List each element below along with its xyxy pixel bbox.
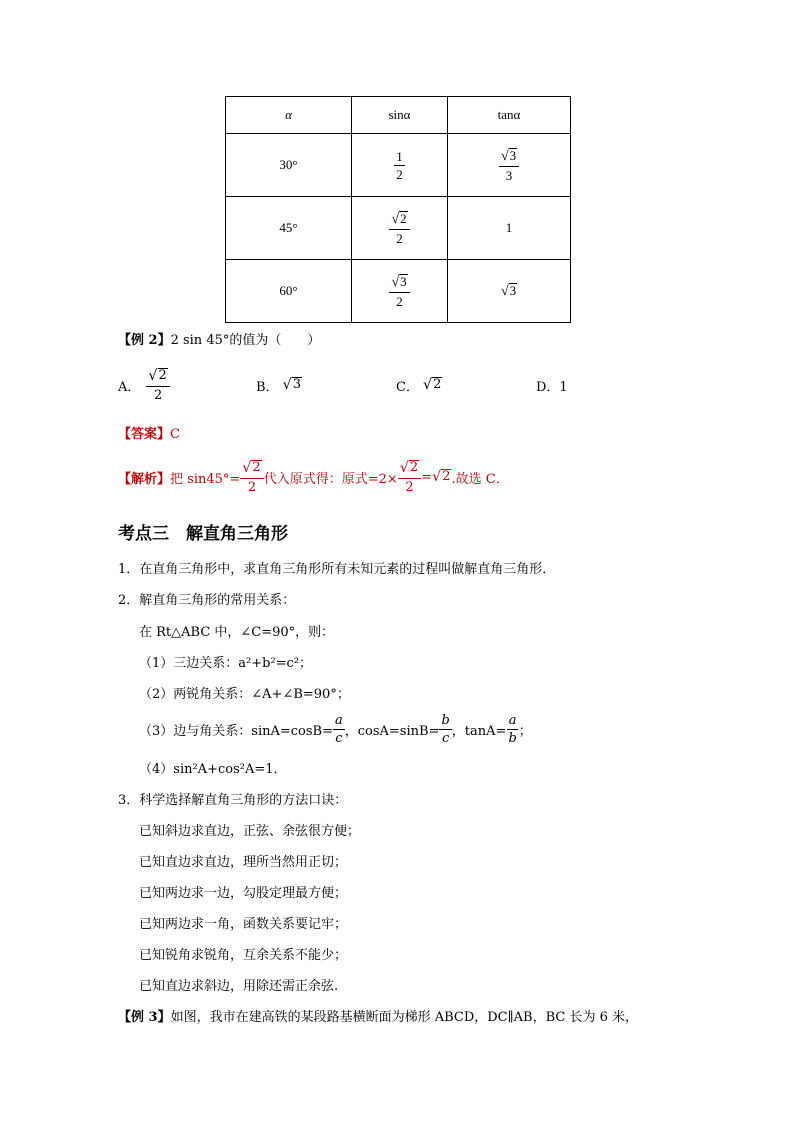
header-sin: sinα bbox=[352, 97, 448, 134]
angle-60: 60° bbox=[226, 260, 352, 323]
section-title: 考点三 解直角三角形 bbox=[118, 524, 288, 544]
fraction: √ 3 2 bbox=[389, 274, 409, 307]
rhyme-line: 已知直边求直边，理所当然用正切； bbox=[139, 855, 348, 870]
paragraph-3: 3．科学选择解直角三角形的方法口诀： bbox=[118, 793, 348, 808]
header-tan: tanα bbox=[448, 97, 571, 134]
rhyme-line: 已知两边求一边，勾股定理最方便； bbox=[139, 886, 348, 901]
example-2-analysis: 【解析】 把 sin45°= √ 2 2 代入原式得：原式=2× √ 2 2 = √ 2 .故选 C． bbox=[118, 460, 509, 495]
paragraph-2: 2．解直角三角形的常用关系： bbox=[118, 593, 296, 608]
sin-60 bbox=[352, 260, 448, 323]
relation-intro: 在 Rt△ABC 中，∠C=90°，则： bbox=[139, 625, 335, 640]
rhyme-line: 已知直边求斜边，用除还需正余弦. bbox=[139, 979, 339, 994]
angle-45: 45° bbox=[226, 197, 352, 260]
fraction: √ 2 2 bbox=[389, 211, 409, 244]
option-c: C． √ 2 bbox=[396, 377, 442, 395]
sin-45 bbox=[352, 197, 448, 260]
relation-1: （1）三边关系：a²+b²=c²； bbox=[139, 656, 313, 671]
example-2-question: 【例 2】2 sin 45°的值为（ ） bbox=[118, 333, 321, 348]
tan-45: 1 bbox=[448, 197, 571, 260]
tan-60 bbox=[448, 260, 571, 323]
relation-4: （4）sin²A+cos²A=1． bbox=[139, 762, 287, 777]
sin-30 bbox=[352, 134, 448, 197]
option-a: A． √ 2 2 bbox=[118, 364, 170, 406]
option-b: B． √ 3 bbox=[256, 377, 301, 395]
example-2-options bbox=[118, 364, 678, 406]
rhyme-line: 已知锐角求锐角，互余关系不能少； bbox=[139, 948, 348, 963]
relation-3: （3）边与角关系：sinA=cosB= $\frac{a}{c}$ ，cosA=sinB= $\frac{b}{c}$ ，tanA= $\frac{a}{b}$ ； bbox=[139, 712, 532, 746]
relation-2: （2）两锐角关系：∠A+∠B=90°； bbox=[139, 687, 350, 702]
header-alpha: α bbox=[226, 97, 352, 134]
example-3-question: 【例 3】如图，我市在建高铁的某段路基横断面为梯形 ABCD，DC∥AB，BC 长为 6 米， bbox=[118, 1010, 638, 1025]
trig-value-table bbox=[225, 96, 571, 323]
tan-30 bbox=[448, 134, 571, 197]
fraction: $\frac{1}{2}$ bbox=[396, 148, 403, 182]
fraction: √ 3 3 bbox=[499, 148, 519, 181]
example-2-answer: 【答案】C bbox=[118, 427, 180, 442]
sqrt: √ 3 bbox=[500, 283, 517, 299]
paragraph-1: 1．在直角三角形中，求直角三角形所有未知元素的过程叫做解直角三角形． bbox=[118, 562, 556, 577]
option-d: D．1 bbox=[536, 379, 568, 395]
rhyme-line: 已知斜边求直边，正弦、余弦很方便； bbox=[139, 824, 361, 839]
rhyme-line: 已知两边求一角，函数关系要记牢； bbox=[139, 917, 348, 932]
angle-30: 30° bbox=[226, 134, 352, 197]
